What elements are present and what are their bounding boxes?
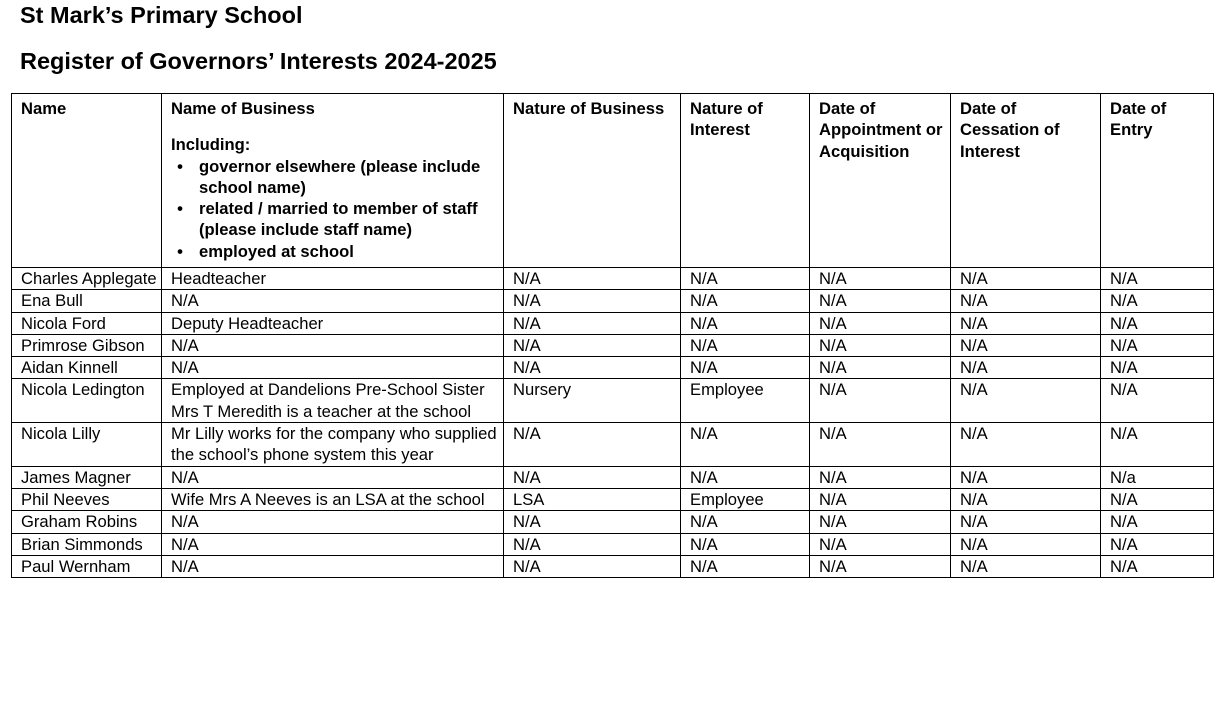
bullet-governor-elsewhere: governor elsewhere (please include school name) bbox=[199, 156, 481, 197]
cell-date-entry: N/A bbox=[1101, 334, 1214, 356]
cell-date-entry: N/A bbox=[1101, 357, 1214, 379]
cell-date-appointment: N/A bbox=[810, 533, 951, 555]
cell-nature-interest: Employee bbox=[681, 379, 810, 423]
cell-date-appointment: N/A bbox=[810, 357, 951, 379]
header-including: Including: bbox=[171, 135, 251, 155]
header-name: Name bbox=[12, 94, 162, 268]
including-bullet: • governor elsewhere (please include school name) bbox=[177, 156, 481, 197]
cell-nature-interest: Employee bbox=[681, 488, 810, 510]
cell-business: N/A bbox=[162, 290, 504, 312]
cell-date-appointment: N/A bbox=[810, 312, 951, 334]
including-bullet: • employed at school bbox=[177, 241, 354, 261]
cell-name: Nicola Ledington bbox=[12, 379, 162, 423]
table-row bbox=[12, 555, 1214, 577]
cell-name: Ena Bull bbox=[12, 290, 162, 312]
cell-business: Wife Mrs A Neeves is an LSA at the school bbox=[162, 488, 504, 510]
cell-date-appointment: N/A bbox=[810, 334, 951, 356]
header-date-entry: Date of Entry bbox=[1101, 94, 1214, 268]
cell-nature-business: N/A bbox=[504, 312, 681, 334]
school-name: St Mark’s Primary School bbox=[20, 2, 303, 28]
table-row bbox=[12, 511, 1214, 533]
cell-name: Aidan Kinnell bbox=[12, 357, 162, 379]
table-row bbox=[12, 379, 1214, 423]
cell-nature-interest: N/A bbox=[681, 357, 810, 379]
cell-business: N/A bbox=[162, 511, 504, 533]
bullet-related-to-staff: related / married to member of staff (please include staff name) bbox=[199, 199, 478, 240]
cell-nature-business: LSA bbox=[504, 488, 681, 510]
cell-name: Graham Robins bbox=[12, 511, 162, 533]
cell-date-appointment: N/A bbox=[810, 466, 951, 488]
cell-business: N/A bbox=[162, 466, 504, 488]
cell-name: Nicola Lilly bbox=[12, 423, 162, 467]
cell-date-cessation: N/A bbox=[951, 357, 1101, 379]
cell-date-cessation: N/A bbox=[951, 555, 1101, 577]
table-row bbox=[12, 488, 1214, 510]
cell-business: N/A bbox=[162, 555, 504, 577]
table-row bbox=[12, 268, 1214, 290]
cell-date-appointment: N/A bbox=[810, 290, 951, 312]
cell-nature-business: N/A bbox=[504, 466, 681, 488]
cell-business: N/A bbox=[162, 533, 504, 555]
cell-date-cessation: N/A bbox=[951, 312, 1101, 334]
cell-nature-business: Nursery bbox=[504, 379, 681, 423]
table-row bbox=[12, 533, 1214, 555]
cell-nature-interest: N/A bbox=[681, 555, 810, 577]
cell-nature-interest: N/A bbox=[681, 533, 810, 555]
table-row bbox=[12, 290, 1214, 312]
table-row bbox=[12, 357, 1214, 379]
cell-date-entry: N/a bbox=[1101, 466, 1214, 488]
cell-nature-interest: N/A bbox=[681, 290, 810, 312]
table-row bbox=[12, 312, 1214, 334]
cell-name: Paul Wernham bbox=[12, 555, 162, 577]
cell-date-entry: N/A bbox=[1101, 555, 1214, 577]
cell-nature-business: N/A bbox=[504, 268, 681, 290]
cell-date-cessation: N/A bbox=[951, 488, 1101, 510]
cell-nature-business: N/A bbox=[504, 423, 681, 467]
cell-nature-business: N/A bbox=[504, 555, 681, 577]
cell-date-appointment: N/A bbox=[810, 423, 951, 467]
cell-nature-interest: N/A bbox=[681, 466, 810, 488]
table-row bbox=[12, 334, 1214, 356]
cell-name: Charles Applegate bbox=[12, 268, 162, 290]
cell-nature-business: N/A bbox=[504, 533, 681, 555]
register-title: Register of Governors’ Interests 2024-2025 bbox=[20, 48, 497, 74]
cell-date-entry: N/A bbox=[1101, 268, 1214, 290]
header-row bbox=[12, 94, 1214, 268]
cell-date-entry: N/A bbox=[1101, 423, 1214, 467]
cell-date-cessation: N/A bbox=[951, 533, 1101, 555]
cell-date-entry: N/A bbox=[1101, 511, 1214, 533]
cell-name: Nicola Ford bbox=[12, 312, 162, 334]
header-business bbox=[162, 94, 504, 268]
cell-date-appointment: N/A bbox=[810, 488, 951, 510]
cell-date-appointment: N/A bbox=[810, 511, 951, 533]
cell-date-entry: N/A bbox=[1101, 312, 1214, 334]
cell-business: Employed at Dandelions Pre-School Sister Mrs T Meredith is a teacher at the school bbox=[162, 379, 504, 423]
including-bullet: • related / married to member of staff (please include staff name) bbox=[177, 199, 478, 240]
cell-date-entry: N/A bbox=[1101, 290, 1214, 312]
cell-nature-business: N/A bbox=[504, 511, 681, 533]
cell-nature-interest: N/A bbox=[681, 423, 810, 467]
cell-nature-interest: N/A bbox=[681, 268, 810, 290]
table-row bbox=[12, 423, 1214, 467]
header-date-appointment: Date of Appointment or Acquisition bbox=[810, 94, 951, 268]
header-business-title: Name of Business bbox=[171, 99, 315, 118]
header-date-cessation: Date of Cessation of Interest bbox=[951, 94, 1101, 268]
header-nature-business: Nature of Business bbox=[504, 94, 681, 268]
cell-date-cessation: N/A bbox=[951, 423, 1101, 467]
cell-date-cessation: N/A bbox=[951, 466, 1101, 488]
cell-date-appointment: N/A bbox=[810, 555, 951, 577]
cell-nature-interest: N/A bbox=[681, 511, 810, 533]
cell-date-entry: N/A bbox=[1101, 488, 1214, 510]
cell-date-appointment: N/A bbox=[810, 268, 951, 290]
cell-nature-interest: N/A bbox=[681, 334, 810, 356]
cell-nature-interest: N/A bbox=[681, 312, 810, 334]
including-list bbox=[171, 156, 499, 262]
cell-date-appointment: N/A bbox=[810, 379, 951, 423]
bullet-employed-at-school: employed at school bbox=[199, 241, 354, 261]
cell-name: Brian Simmonds bbox=[12, 533, 162, 555]
governors-interests-table bbox=[11, 93, 1214, 578]
cell-business: Headteacher bbox=[162, 268, 504, 290]
cell-date-cessation: N/A bbox=[951, 379, 1101, 423]
cell-business: Mr Lilly works for the company who supplied the school’s phone system this year bbox=[162, 423, 504, 467]
cell-date-entry: N/A bbox=[1101, 533, 1214, 555]
cell-name: James Magner bbox=[12, 466, 162, 488]
cell-business: N/A bbox=[162, 357, 504, 379]
cell-date-entry: N/A bbox=[1101, 379, 1214, 423]
cell-name: Primrose Gibson bbox=[12, 334, 162, 356]
cell-nature-business: N/A bbox=[504, 334, 681, 356]
cell-business: Deputy Headteacher bbox=[162, 312, 504, 334]
cell-date-cessation: N/A bbox=[951, 290, 1101, 312]
cell-date-cessation: N/A bbox=[951, 268, 1101, 290]
cell-date-cessation: N/A bbox=[951, 511, 1101, 533]
table-row bbox=[12, 466, 1214, 488]
cell-business: N/A bbox=[162, 334, 504, 356]
cell-nature-business: N/A bbox=[504, 357, 681, 379]
cell-nature-business: N/A bbox=[504, 290, 681, 312]
header-nature-interest: Nature of Interest bbox=[681, 94, 810, 268]
cell-name: Phil Neeves bbox=[12, 488, 162, 510]
cell-date-cessation: N/A bbox=[951, 334, 1101, 356]
